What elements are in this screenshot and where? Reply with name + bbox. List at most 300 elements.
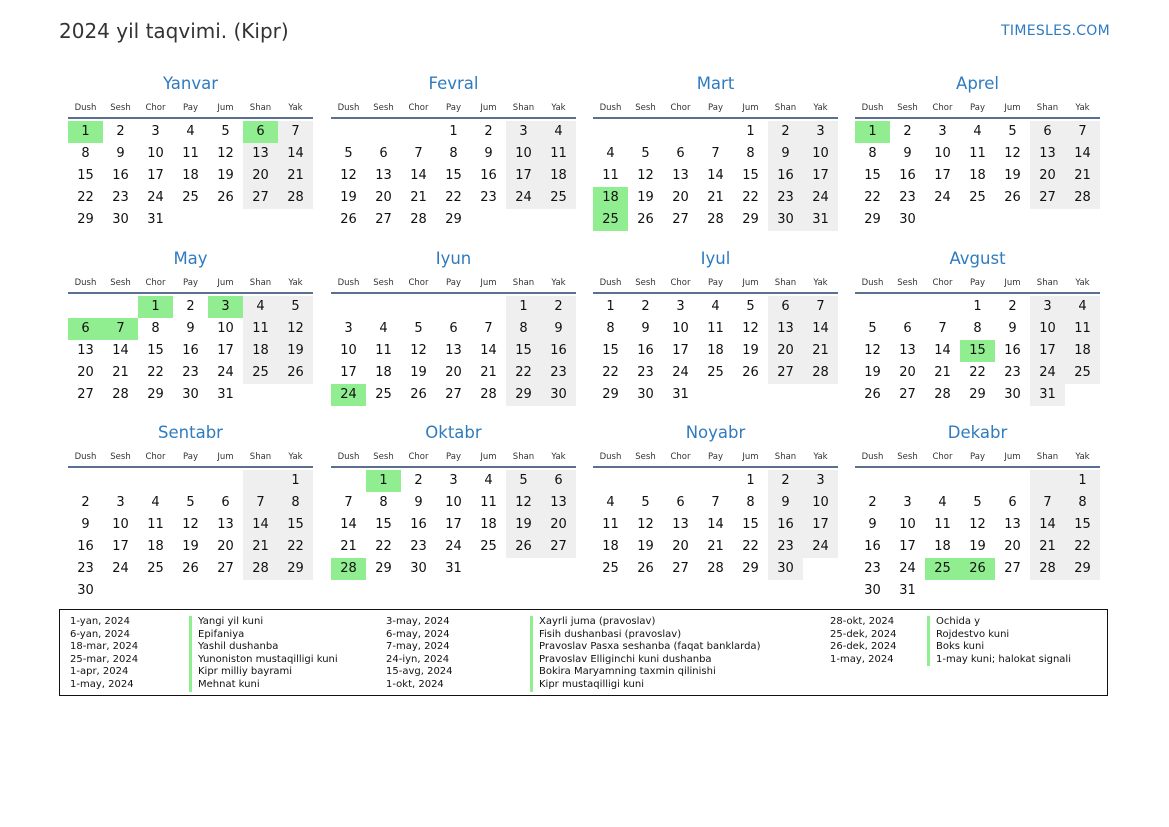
legend-holiday: Yangi yil kuni [189, 616, 338, 629]
weekday-label: Chor [408, 103, 429, 113]
month-name: Dekabr [947, 423, 1008, 442]
weekday-header [593, 100, 838, 119]
day-cell: 4 [186, 124, 195, 139]
day-cell: 7 [1065, 121, 1100, 143]
day-cell: 19 [864, 365, 881, 380]
month-name: Sentabr [158, 423, 223, 442]
weekday-label: Dush [599, 103, 622, 113]
day-cell: 17 [147, 168, 164, 183]
site-link[interactable]: TIMESLES.COM [1001, 23, 1110, 39]
day-cell: 22 [278, 536, 313, 558]
weekday-label: Yak [551, 452, 566, 462]
weekday-label: Pay [446, 103, 461, 113]
day-cell: 21 [707, 539, 724, 554]
legend-date: 1-apr, 2024 [70, 666, 129, 678]
day-cell: 7 [414, 146, 423, 161]
day-cell: 26 [506, 536, 541, 558]
weekday-label: Dush [74, 103, 97, 113]
day-cell: 17 [445, 517, 462, 532]
empty-day-cell [331, 121, 366, 143]
day-cell: 12 [217, 146, 234, 161]
day-cell: 17 [934, 168, 951, 183]
day-cell: 19 [340, 190, 357, 205]
day-cell: 10 [803, 143, 838, 165]
day-cell: 30 [541, 384, 576, 406]
weekday-label: Jum [1004, 278, 1021, 288]
day-cell: 29 [77, 212, 94, 227]
legend-dates-col1 [70, 616, 138, 692]
weekday-label: Dush [74, 278, 97, 288]
day-cell: 12 [182, 517, 199, 532]
day-cell: 11 [182, 146, 199, 161]
months-grid [68, 72, 1102, 602]
day-cell: 6 [768, 296, 803, 318]
weekday-label: Jum [480, 452, 497, 462]
day-cell: 3 [803, 470, 838, 492]
weekday-label: Sesh [110, 278, 131, 288]
day-cell: 19 [410, 365, 427, 380]
month-6 [331, 247, 576, 406]
day-cell: 8 [746, 146, 755, 161]
day-cell: 15 [742, 168, 759, 183]
legend-holiday: Rojdestvo kuni [927, 629, 1071, 642]
weekday-label: Pay [708, 278, 723, 288]
day-cell: 29 [969, 387, 986, 402]
legend-holiday: Fisih dushanbasi (pravoslav) [530, 629, 760, 642]
day-cell: 24 [217, 365, 234, 380]
day-cell: 24 [147, 190, 164, 205]
day-cell: 1 [746, 473, 755, 488]
day-cell: 30 [637, 387, 654, 402]
day-cell: 12 [637, 517, 654, 532]
legend-date: 15-avg, 2024 [386, 666, 453, 678]
day-cell: 22 [742, 539, 759, 554]
day-cell: 27 [375, 212, 392, 227]
weekday-label: Sesh [373, 103, 394, 113]
weekday-label: Shan [1036, 278, 1059, 288]
day-cell: 29 [375, 561, 392, 576]
weekday-label: Sesh [110, 103, 131, 113]
month-name: Iyul [700, 249, 731, 268]
weekday-label: Sesh [110, 452, 131, 462]
holiday-day-cell: 18 [593, 187, 628, 209]
day-cell: 29 [278, 558, 313, 580]
weekday-label: Dush [337, 103, 360, 113]
month-name: Oktabr [425, 423, 482, 442]
day-cell: 5 [1008, 124, 1017, 139]
day-cell: 26 [340, 212, 357, 227]
weekday-label: Yak [813, 103, 828, 113]
day-cell: 29 [602, 387, 619, 402]
day-cell: 14 [707, 517, 724, 532]
day-cell: 4 [606, 495, 615, 510]
day-cell: 11 [1065, 318, 1100, 340]
day-cell: 8 [746, 495, 755, 510]
legend-holiday: 1-may kuni; halokat signali [927, 654, 1071, 667]
day-cell: 23 [899, 190, 916, 205]
day-cell: 4 [973, 124, 982, 139]
weekday-label: Shan [249, 103, 272, 113]
legend-holiday: Mehnat kuni [189, 679, 338, 692]
day-cell: 24 [934, 190, 951, 205]
weekday-label: Dush [74, 452, 97, 462]
day-cell: 24 [506, 187, 541, 209]
empty-day-cell [663, 470, 698, 492]
day-cell: 10 [445, 495, 462, 510]
day-cell: 13 [375, 168, 392, 183]
empty-day-cell [366, 296, 401, 318]
day-cell: 26 [182, 561, 199, 576]
day-cell: 8 [278, 492, 313, 514]
day-cell: 6 [676, 495, 685, 510]
day-cell: 28 [278, 187, 313, 209]
day-cell: 28 [1030, 558, 1065, 580]
day-cell: 25 [602, 561, 619, 576]
weekday-label: Chor [408, 452, 429, 462]
day-cell: 15 [147, 343, 164, 358]
day-cell: 28 [1065, 187, 1100, 209]
day-cell: 21 [1065, 165, 1100, 187]
day-cell: 14 [707, 168, 724, 183]
day-cell: 31 [803, 209, 838, 231]
day-cell: 20 [541, 514, 576, 536]
legend-names-col1 [189, 616, 338, 692]
weekday-label: Chor [932, 103, 953, 113]
day-cell: 19 [742, 343, 759, 358]
day-cell: 19 [1004, 168, 1021, 183]
holiday-day-cell: 1 [138, 296, 173, 318]
day-cell: 22 [375, 539, 392, 554]
day-cell: 8 [606, 321, 615, 336]
day-cell: 11 [934, 517, 951, 532]
holiday-day-cell: 3 [208, 296, 243, 318]
weekday-label: Chor [145, 278, 166, 288]
legend-holiday: Pravoslav Pasxa seshanba (faqat banklarda) [530, 641, 760, 654]
weekday-label: Chor [670, 103, 691, 113]
weekday-label: Chor [145, 103, 166, 113]
weekday-label: Chor [145, 452, 166, 462]
day-cell: 2 [414, 473, 423, 488]
day-cell: 7 [243, 492, 278, 514]
day-cell: 9 [1008, 321, 1017, 336]
legend-holiday: Yunoniston mustaqilligi kuni [189, 654, 338, 667]
weekday-label: Chor [408, 278, 429, 288]
day-cell: 17 [112, 539, 129, 554]
weekday-label: Yak [288, 278, 303, 288]
day-cell: 5 [186, 495, 195, 510]
day-cell: 9 [186, 321, 195, 336]
holiday-day-cell: 25 [925, 558, 960, 580]
weekday-header [68, 275, 313, 294]
weekday-label: Yak [551, 278, 566, 288]
day-cell: 12 [410, 343, 427, 358]
day-cell: 1 [973, 299, 982, 314]
day-cell: 23 [541, 362, 576, 384]
day-cell: 10 [147, 146, 164, 161]
weekday-label: Sesh [897, 452, 918, 462]
day-cell: 11 [707, 321, 724, 336]
day-cell: 6 [1030, 121, 1065, 143]
day-cell: 7 [803, 296, 838, 318]
weekday-header [855, 275, 1100, 294]
day-cell: 23 [864, 561, 881, 576]
day-cell: 18 [243, 340, 278, 362]
day-cell: 4 [151, 495, 160, 510]
weekday-label: Shan [249, 278, 272, 288]
day-cell: 3 [506, 121, 541, 143]
day-cell: 30 [112, 212, 129, 227]
day-cell: 14 [278, 143, 313, 165]
day-grid [855, 470, 1100, 602]
weekday-label: Jum [217, 103, 234, 113]
day-cell: 5 [973, 495, 982, 510]
day-cell: 21 [1030, 536, 1065, 558]
page-title: 2024 yil taqvimi. (Kipr) [59, 19, 289, 43]
day-cell: 13 [445, 343, 462, 358]
day-cell: 18 [1065, 340, 1100, 362]
day-cell: 16 [77, 539, 94, 554]
weekday-label: Jum [742, 278, 759, 288]
day-cell: 20 [768, 340, 803, 362]
day-grid [855, 121, 1100, 231]
empty-day-cell [890, 470, 925, 492]
weekday-label: Jum [480, 103, 497, 113]
legend-holiday: Bokira Maryamning taxmin qilinishi [530, 666, 760, 679]
day-cell: 20 [375, 190, 392, 205]
day-cell: 26 [278, 362, 313, 384]
day-cell: 9 [641, 321, 650, 336]
empty-day-cell [68, 470, 103, 492]
day-cell: 24 [112, 561, 129, 576]
day-cell: 9 [116, 146, 125, 161]
month-2 [331, 72, 576, 231]
day-cell: 15 [742, 517, 759, 532]
day-cell: 18 [969, 168, 986, 183]
day-cell: 27 [672, 212, 689, 227]
day-cell: 29 [445, 212, 462, 227]
day-cell: 28 [410, 212, 427, 227]
holiday-day-cell: 1 [855, 121, 890, 143]
empty-day-cell [855, 470, 890, 492]
day-cell: 8 [973, 321, 982, 336]
day-cell: 17 [803, 165, 838, 187]
legend-holiday: Kipr mustaqilligi kuni [530, 679, 760, 692]
day-cell: 10 [934, 146, 951, 161]
legend-date: 25-dek, 2024 [830, 628, 897, 640]
holiday-day-cell: 1 [68, 121, 103, 143]
day-cell: 16 [637, 343, 654, 358]
day-cell: 15 [278, 514, 313, 536]
empty-day-cell [401, 296, 436, 318]
day-cell: 8 [151, 321, 160, 336]
day-cell: 31 [445, 561, 462, 576]
day-cell: 18 [147, 539, 164, 554]
day-cell: 25 [1065, 362, 1100, 384]
weekday-label: Shan [1036, 103, 1059, 113]
day-cell: 2 [768, 121, 803, 143]
weekday-header [855, 100, 1100, 119]
legend-date: 28-okt, 2024 [830, 616, 895, 627]
day-cell: 3 [1030, 296, 1065, 318]
month-12 [855, 421, 1100, 602]
day-cell: 25 [375, 387, 392, 402]
day-cell: 21 [243, 536, 278, 558]
empty-day-cell [366, 121, 401, 143]
day-cell: 22 [1065, 536, 1100, 558]
day-cell: 8 [379, 495, 388, 510]
day-cell: 19 [506, 514, 541, 536]
month-8 [855, 247, 1100, 406]
legend-date: 6-may, 2024 [386, 628, 450, 640]
day-cell: 28 [934, 387, 951, 402]
day-cell: 26 [637, 561, 654, 576]
day-cell: 25 [147, 561, 164, 576]
day-cell: 27 [445, 387, 462, 402]
month-name: Fevral [428, 74, 479, 93]
day-cell: 18 [707, 343, 724, 358]
legend-date: 26-dek, 2024 [830, 641, 897, 653]
day-cell: 16 [1004, 343, 1021, 358]
day-cell: 28 [243, 558, 278, 580]
day-cell: 2 [1008, 299, 1017, 314]
day-grid [593, 121, 838, 231]
day-cell: 23 [1004, 365, 1021, 380]
day-cell: 12 [637, 168, 654, 183]
day-cell: 2 [81, 495, 90, 510]
day-cell: 7 [344, 495, 353, 510]
legend-date: 1-may, 2024 [70, 678, 134, 690]
weekday-label: Shan [774, 278, 797, 288]
day-cell: 2 [903, 124, 912, 139]
day-cell: 10 [340, 343, 357, 358]
legend-holiday: Kipr milliy bayrami [189, 666, 338, 679]
day-cell: 14 [410, 168, 427, 183]
weekday-label: Sesh [635, 103, 656, 113]
holiday-day-cell: 24 [331, 384, 366, 406]
legend-date: 24-iyn, 2024 [386, 653, 450, 665]
day-cell: 31 [217, 387, 234, 402]
month-name: Yanvar [162, 74, 219, 93]
day-cell: 3 [116, 495, 125, 510]
day-cell: 20 [1004, 539, 1021, 554]
weekday-label: Chor [932, 278, 953, 288]
empty-day-cell [331, 470, 366, 492]
day-cell: 19 [637, 190, 654, 205]
holiday-day-cell: 6 [68, 318, 103, 340]
day-cell: 15 [375, 517, 392, 532]
day-cell: 23 [112, 190, 129, 205]
day-cell: 13 [899, 343, 916, 358]
holiday-day-cell: 28 [331, 558, 366, 580]
legend-date: 1-yan, 2024 [70, 616, 130, 627]
day-cell: 17 [1030, 340, 1065, 362]
day-cell: 10 [803, 492, 838, 514]
legend-holiday: Ochida y [927, 616, 1071, 629]
day-cell: 16 [182, 343, 199, 358]
day-cell: 18 [541, 165, 576, 187]
day-cell: 3 [344, 321, 353, 336]
day-grid [68, 470, 313, 602]
day-cell: 22 [77, 190, 94, 205]
day-cell: 30 [864, 583, 881, 598]
empty-day-cell [698, 121, 733, 143]
day-cell: 27 [899, 387, 916, 402]
day-cell: 26 [217, 190, 234, 205]
day-cell: 16 [768, 165, 803, 187]
day-cell: 13 [243, 143, 278, 165]
day-cell: 29 [147, 387, 164, 402]
day-cell: 2 [768, 470, 803, 492]
empty-day-cell [243, 470, 278, 492]
day-cell: 20 [1030, 165, 1065, 187]
day-cell: 7 [484, 321, 493, 336]
day-cell: 12 [506, 492, 541, 514]
day-cell: 4 [1065, 296, 1100, 318]
weekday-label: Pay [183, 278, 198, 288]
day-cell: 8 [1065, 492, 1100, 514]
weekday-header [593, 275, 838, 294]
day-cell: 12 [969, 517, 986, 532]
day-cell: 29 [864, 212, 881, 227]
weekday-label: Dush [861, 278, 884, 288]
day-cell: 13 [672, 168, 689, 183]
day-grid [593, 296, 838, 406]
day-cell: 30 [410, 561, 427, 576]
empty-day-cell [890, 296, 925, 318]
day-grid [331, 121, 576, 231]
empty-day-cell [628, 121, 663, 143]
day-cell: 14 [1065, 143, 1100, 165]
day-cell: 13 [1004, 517, 1021, 532]
weekday-label: Yak [288, 452, 303, 462]
month-10 [331, 421, 576, 580]
day-cell: 16 [541, 340, 576, 362]
day-cell: 22 [864, 190, 881, 205]
day-cell: 27 [217, 561, 234, 576]
weekday-label: Jum [217, 278, 234, 288]
weekday-header [68, 100, 313, 119]
day-cell: 9 [541, 318, 576, 340]
weekday-label: Shan [774, 103, 797, 113]
day-cell: 23 [182, 365, 199, 380]
day-cell: 24 [672, 365, 689, 380]
holiday-day-cell: 25 [593, 209, 628, 231]
day-cell: 25 [182, 190, 199, 205]
day-cell: 3 [803, 121, 838, 143]
weekday-label: Yak [1075, 452, 1090, 462]
day-cell: 31 [147, 212, 164, 227]
day-cell: 2 [641, 299, 650, 314]
day-cell: 4 [484, 473, 493, 488]
day-cell: 21 [278, 165, 313, 187]
day-cell: 12 [1004, 146, 1021, 161]
day-cell: 27 [1004, 561, 1021, 576]
day-cell: 4 [606, 146, 615, 161]
empty-day-cell [401, 121, 436, 143]
holiday-day-cell: 6 [243, 121, 278, 143]
day-cell: 27 [768, 362, 803, 384]
weekday-label: Jum [1004, 452, 1021, 462]
weekday-label: Dush [861, 452, 884, 462]
day-grid [68, 296, 313, 406]
day-cell: 2 [541, 296, 576, 318]
weekday-header [331, 449, 576, 468]
day-cell: 1 [278, 470, 313, 492]
day-cell: 17 [803, 514, 838, 536]
weekday-label: Dush [861, 103, 884, 113]
weekday-label: Yak [288, 103, 303, 113]
month-1 [68, 72, 313, 231]
